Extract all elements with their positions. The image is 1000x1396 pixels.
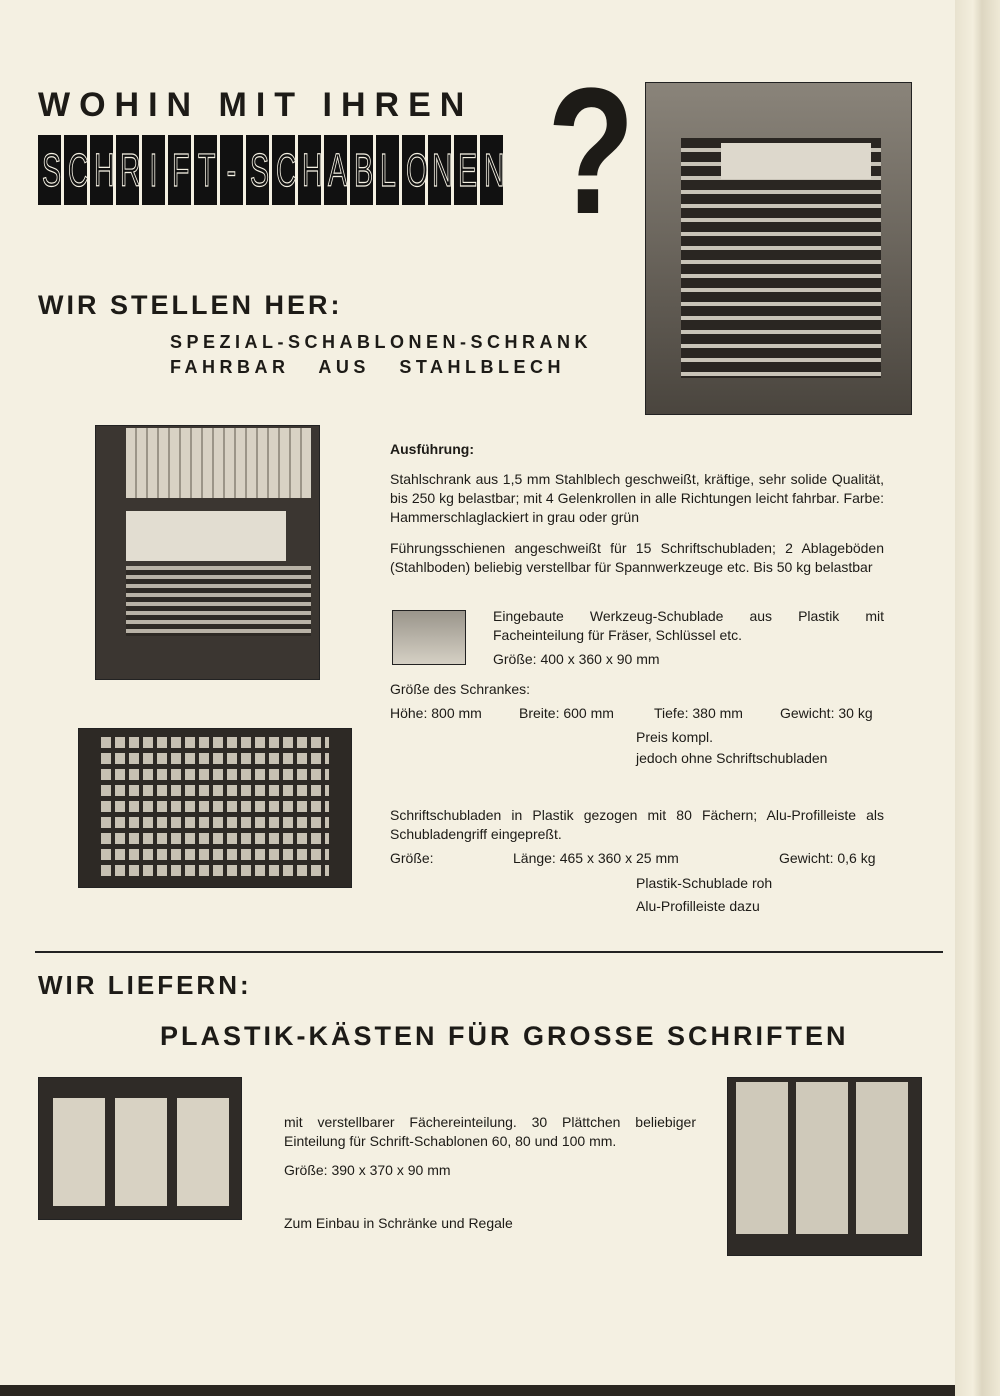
ausfuehrung-para1: Stahlschrank aus 1,5 mm Stahlblech geschweißt, kräftige, sehr solide Qualität, bis 250 kg belastbar; mit 4 Gelenkrollen in alle Richtungen leicht fahrbar. Farbe: Hammerschlaglackiert in grau oder grün [390, 471, 884, 525]
page-edge [955, 0, 1000, 1396]
boxed-letter: H [94, 135, 109, 205]
boxed-letter: S [42, 135, 57, 205]
section2-title: WIR LIEFERN: [38, 970, 252, 1000]
tool-drawer-photo [392, 610, 466, 665]
boxed-letter: N [484, 135, 499, 205]
boxed-letter: R [120, 135, 135, 205]
boxed-letter: F [172, 135, 187, 205]
question-mark: ? [546, 51, 635, 252]
section2-text: mit verstellbarer Fächereinteilung. 30 Plättchen beliebiger Einteilung für Schrift-Schablonen 60, 80 und 100 mm. [284, 1114, 696, 1149]
boxed-letter: T [198, 135, 213, 205]
letter-drawer-photo [78, 728, 352, 888]
ausfuehrung-label: Ausführung: [390, 441, 474, 457]
drawers-note2: Alu-Profilleiste dazu [636, 898, 760, 914]
cabinet-size-label: Größe des Schrankes: [390, 681, 531, 697]
cabinet-breite: Breite: 600 mm [519, 705, 614, 721]
boxed-letter: N [432, 135, 447, 205]
drawers-gewicht: Gewicht: 0,6 kg [779, 850, 876, 866]
boxed-letter: E [458, 135, 473, 205]
section1-title: WIR STELLEN HER: [38, 290, 343, 320]
headline-line1: WOHIN MIT IHREN [38, 86, 474, 124]
boxed-letter: B [354, 135, 369, 205]
headline-boxed-letters [38, 135, 503, 205]
drawers-size-label: Größe: [390, 850, 434, 866]
price-label: Preis kompl. [636, 729, 714, 745]
cabinet-tiefe: Tiefe: 380 mm [654, 705, 743, 721]
tool-drawer-text: Eingebaute Werkzeug-Schublade aus Plastik mit Facheinteilung für Fräser, Schlüssel etc. [493, 608, 884, 643]
drawers-laenge: Länge: 465 x 360 x 25 mm [513, 850, 679, 866]
cabinet-photo-open [95, 425, 320, 680]
price-note: jedoch ohne Schriftschubladen [636, 750, 828, 766]
cabinet-hoehe: Höhe: 800 mm [390, 705, 482, 721]
section1-subtitle1: SPEZIAL-SCHABLONEN-SCHRANK [170, 332, 592, 352]
drawers-note1: Plastik-Schublade roh [636, 875, 773, 891]
boxed-letter: L [380, 135, 395, 205]
plastic-box-photo [38, 1077, 242, 1220]
cabinet-photo-front [645, 82, 912, 415]
section2-subtitle: PLASTIK-KÄSTEN FÜR GROSSE SCHRIFTEN [160, 1021, 849, 1051]
boxed-letter: C [68, 135, 83, 205]
boxed-letter: A [328, 135, 343, 205]
boxed-letter: O [406, 135, 421, 205]
divider [35, 951, 943, 953]
tool-drawer-size: Größe: 400 x 360 x 90 mm [493, 651, 660, 667]
boxed-letter: S [250, 135, 265, 205]
section2-size: Größe: 390 x 370 x 90 mm [284, 1162, 451, 1178]
boxed-letter: - [224, 135, 239, 205]
cabinet-gewicht: Gewicht: 30 kg [780, 705, 873, 721]
section1-subtitle2: FAHRBAR AUS STAHLBLECH [170, 357, 565, 377]
boxed-letter: C [276, 135, 291, 205]
boxed-letter: I [146, 135, 161, 205]
section2-note: Zum Einbau in Schränke und Regale [284, 1215, 513, 1231]
plastic-box-filled-photo [727, 1077, 922, 1256]
boxed-letter: H [302, 135, 317, 205]
drawers-text: Schriftschubladen in Plastik gezogen mit 80 Fächern; Alu-Profilleiste als Schubladengriff eingepreßt. [390, 807, 884, 842]
ausfuehrung-para2: Führungsschienen angeschweißt für 15 Schriftschubladen; 2 Ablageböden (Stahlboden) beliebig verstellbar für Spannwerkzeuge etc. Bis 50 kg belastbar [390, 540, 884, 575]
